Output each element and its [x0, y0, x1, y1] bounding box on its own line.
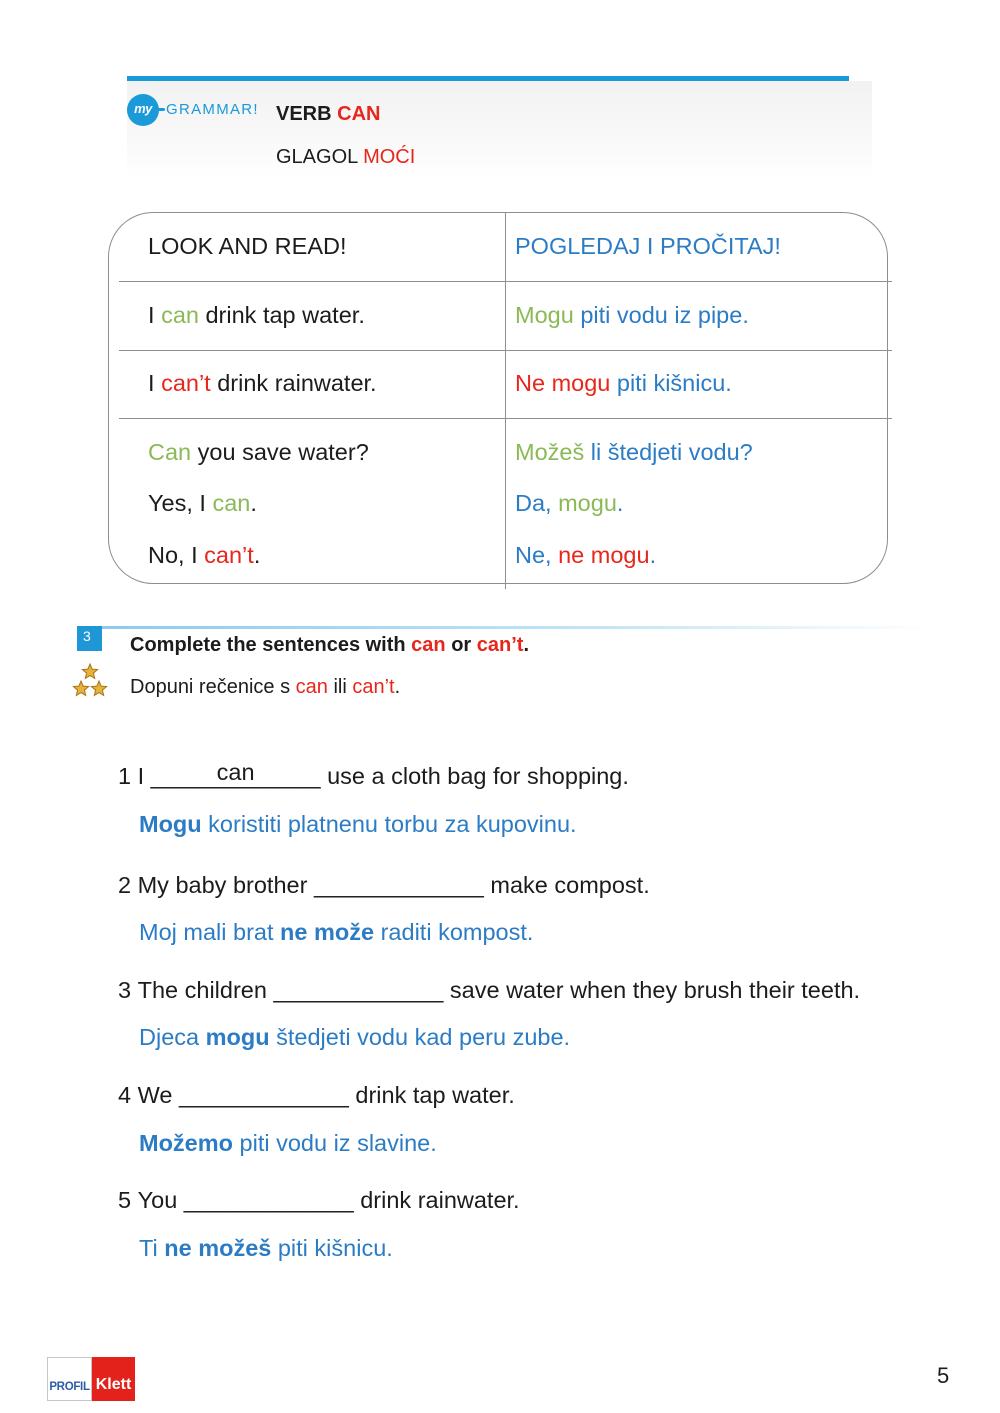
example-hr-1: [515, 301, 749, 329]
sentence-2: [118, 871, 650, 899]
en-keyword-can: can: [212, 490, 251, 516]
example-hr-yes: [515, 489, 623, 517]
answer-input-2[interactable]: [314, 867, 484, 895]
translation-keyword: Mogu: [139, 811, 202, 837]
translation-text: piti vodu iz slavine.: [233, 1130, 437, 1156]
translation-5: [139, 1234, 393, 1262]
example-hr-no: [515, 541, 656, 569]
answer-blank: [314, 871, 484, 899]
sentence-text-before: The children: [137, 977, 274, 1003]
page-number: 5: [937, 1363, 950, 1388]
translation-keyword: Možemo: [139, 1130, 233, 1156]
answer-blank: [179, 1081, 349, 1109]
instruction-keyword-can: can: [295, 676, 328, 698]
blank-underline: _____________: [273, 977, 444, 1003]
en-text: .: [250, 490, 257, 516]
publisher-logo-klett: [92, 1357, 135, 1401]
sentence-number: 1: [118, 763, 132, 789]
hr-keyword-ne-mogu: Ne mogu: [515, 370, 611, 396]
en-text: .: [253, 542, 261, 568]
title-can: CAN: [337, 103, 381, 125]
en-text: I: [148, 302, 162, 328]
instruction-keyword-cant: can’t: [352, 676, 395, 698]
hr-keyword-ne-mogu: ne mogu: [558, 542, 650, 568]
translation-text: štedjeti vodu kad peru zube.: [269, 1024, 571, 1050]
translation-keyword: ne možeš: [164, 1235, 272, 1261]
logo-arrow-tail: [156, 108, 165, 111]
logo-my-text: my: [134, 101, 152, 116]
translation-2: [139, 918, 533, 946]
grammar-subtitle: [276, 145, 415, 169]
sentence-text-after: drink rainwater.: [353, 1187, 520, 1213]
example-hr-2: [515, 369, 732, 397]
en-text: I: [148, 370, 162, 396]
exercise-instruction: [130, 633, 529, 657]
header-top-rule: [127, 76, 849, 81]
translation-keyword: ne može: [280, 919, 375, 945]
sentence-number: 4: [118, 1082, 132, 1108]
instruction-text: Dopuni rečenice s: [130, 676, 296, 698]
sentence-text-before: My baby brother: [137, 872, 314, 898]
grammar-header-panel: [127, 81, 872, 181]
translation-text: Djeca: [139, 1024, 206, 1050]
sentence-number: 5: [118, 1187, 132, 1213]
translation-text: piti kišnicu.: [271, 1235, 393, 1261]
en-text: drink rainwater.: [210, 370, 377, 396]
star-icon: [82, 664, 97, 678]
hr-keyword-mogu: mogu: [558, 490, 617, 516]
answer-blank: [273, 976, 443, 1004]
instruction-text: ili: [327, 676, 353, 698]
translation-text: koristiti platnenu torbu za kupovinu.: [201, 811, 577, 837]
hr-text: .: [649, 542, 657, 568]
grammar-title: [276, 102, 380, 126]
sentence-text-before: I: [137, 763, 151, 789]
answer-blank: [184, 1186, 354, 1214]
answer-blank: [151, 762, 321, 790]
title-verb: VERB: [276, 103, 338, 125]
blank-underline: _____________: [150, 763, 321, 789]
en-text: you save water?: [191, 439, 369, 465]
sentence-text-after: use a cloth bag for shopping.: [320, 763, 629, 789]
logo-grammar-word: GRAMMAR!: [166, 101, 259, 118]
instruction-keyword-can: can: [411, 634, 446, 656]
translation-3: [139, 1023, 570, 1051]
blank-underline: _____________: [183, 1187, 354, 1213]
sentence-text-before: We: [137, 1082, 179, 1108]
translation-keyword: mogu: [205, 1024, 270, 1050]
exercise-header-rule: [102, 626, 932, 629]
translation-4: [139, 1129, 437, 1157]
example-en-yes: [148, 489, 257, 517]
en-keyword-cant: can’t: [161, 370, 211, 396]
instruction-text: .: [523, 634, 530, 656]
instruction-text: .: [394, 676, 401, 698]
translation-text: raditi kompost.: [374, 919, 534, 945]
sentence-5: [118, 1186, 520, 1214]
en-text: Yes, I: [148, 490, 213, 516]
sentence-text-after: drink tap water.: [348, 1082, 515, 1108]
hr-text: .: [616, 490, 624, 516]
translation-text: Ti: [139, 1235, 165, 1261]
example-en-no: [148, 541, 260, 569]
table-column-divider: [505, 212, 506, 589]
en-text: No, I: [148, 542, 205, 568]
table-header-hr: POGLEDAJ I PROČITAJ!: [515, 233, 781, 259]
sentence-number: 2: [118, 872, 132, 898]
sentence-3: [118, 976, 860, 1004]
subtitle-glagol: GLAGOL: [276, 146, 364, 168]
subtitle-moci: MOĆI: [363, 146, 416, 168]
hr-text: li štedjeti vodu?: [584, 439, 753, 465]
en-text: drink tap water.: [198, 302, 365, 328]
sentence-text-after: save water when they brush their teeth.: [443, 977, 861, 1003]
exercise-instruction-hr: [130, 675, 400, 699]
hr-text: Da,: [515, 490, 559, 516]
star-icon: [73, 681, 88, 695]
answer-input-1[interactable]: [151, 758, 321, 786]
en-keyword-cant: can’t: [204, 542, 254, 568]
blank-underline: _____________: [178, 1082, 349, 1108]
instruction-text: Complete the sentences with: [130, 634, 412, 656]
hr-keyword-mozes: Možeš: [515, 439, 585, 465]
star-icon: [91, 681, 106, 695]
instruction-text: or: [445, 634, 477, 656]
publisher-logo-profil-text: PROFIL: [49, 1381, 90, 1393]
hr-text: piti kišnicu.: [610, 370, 732, 396]
sentence-1: [118, 762, 629, 790]
answer-input-3[interactable]: [273, 972, 443, 1000]
example-en-question: [148, 438, 369, 466]
hr-keyword-mogu: Mogu: [515, 302, 574, 328]
example-hr-question: [515, 438, 753, 466]
answer-input-5[interactable]: [184, 1182, 354, 1210]
sentence-text-before: You: [137, 1187, 184, 1213]
three-stars-icon: [71, 662, 109, 700]
sentence-text-after: make compost.: [483, 872, 650, 898]
sentence-number: 3: [118, 977, 132, 1003]
instruction-keyword-cant: can’t: [476, 634, 524, 656]
publisher-logo: [47, 1357, 135, 1401]
publisher-logo-klett-text: Klett: [95, 1376, 132, 1393]
exercise-number-badge: 3: [77, 626, 102, 651]
my-grammar-logo-icon: [127, 94, 159, 126]
publisher-logo-profil: [47, 1357, 92, 1401]
example-en-1: [148, 301, 365, 329]
example-en-2: [148, 369, 377, 397]
blank-underline: _____________: [313, 872, 484, 898]
hr-text: piti vodu iz pipe.: [573, 302, 749, 328]
translation-text: Moj mali brat: [139, 919, 281, 945]
grammar-table: [108, 212, 888, 584]
answer-input-4[interactable]: [179, 1077, 349, 1105]
en-keyword-can: can: [161, 302, 199, 328]
sentence-4: [118, 1081, 515, 1109]
hr-text: Ne,: [515, 542, 559, 568]
table-header-en: LOOK AND READ!: [148, 233, 347, 259]
translation-1: [139, 810, 577, 838]
en-keyword-can: Can: [148, 439, 192, 465]
